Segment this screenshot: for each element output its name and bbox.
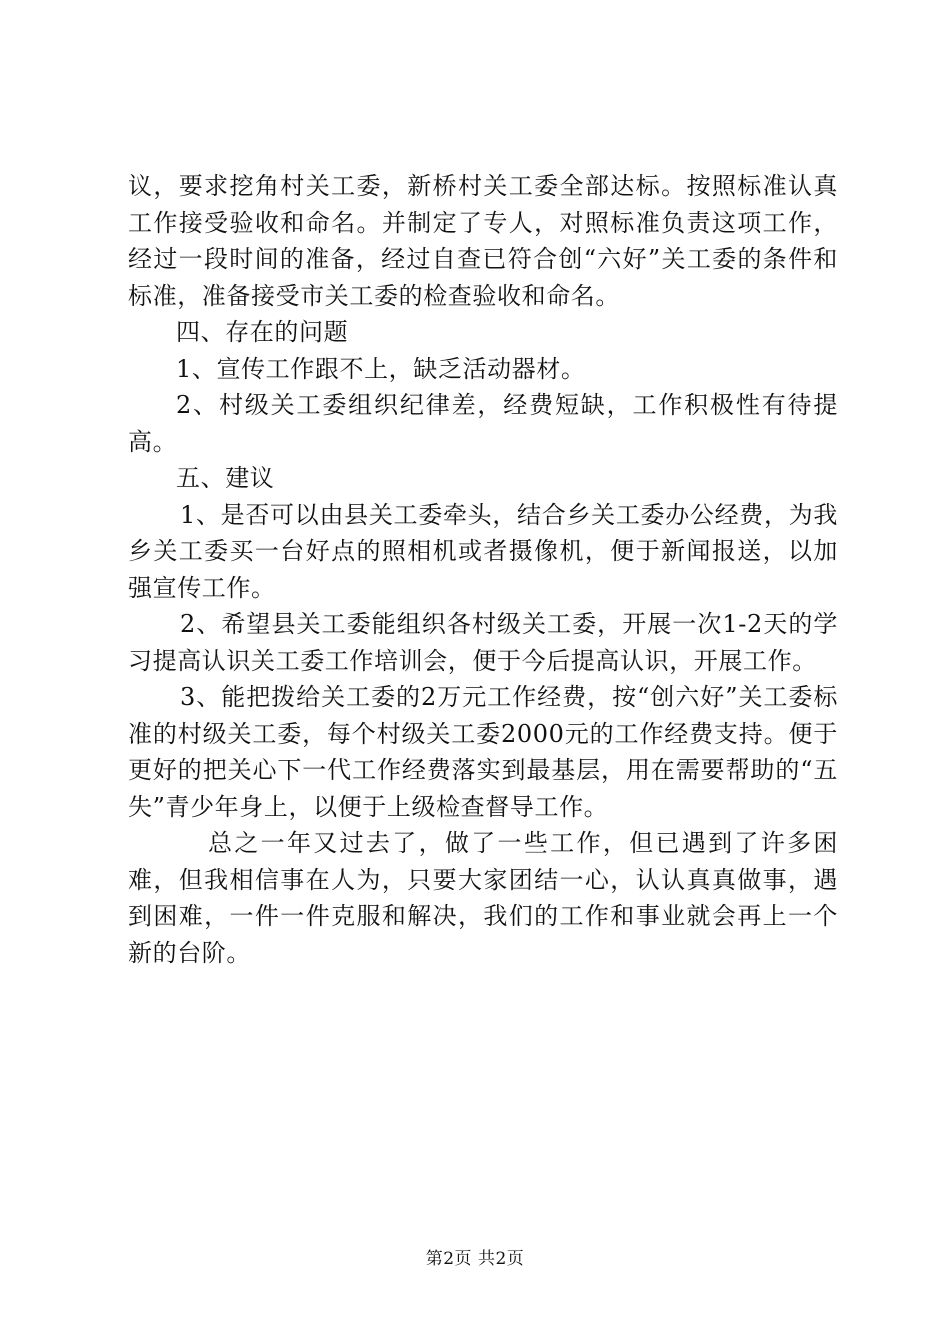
page-footer: 第2页 共2页 [425,1249,525,1269]
suggestion-item-1: 1、是否可以由县关工委牵头，结合乡关工委办公经费，为我乡关工委买一台好点的照相机或者摄像机，便于新闻报送，以加强宣传工作。 [128,500,838,602]
section-heading-problems: 四、存在的问题 [176,318,349,346]
problem-item-2: 2、村级关工委组织纪律差，经费短缺，工作积极性有待提高。 [128,391,838,456]
document-body [128,168,838,971]
problem-item-1: 1、宣传工作跟不上，缺乏活动器材。 [176,354,586,383]
suggestion-item-2: 2、希望县关工委能组织各村级关工委，开展一次1-2天的学习提高认识关工委工作培训会，便于今后提高认识，开展工作。 [128,610,838,675]
paragraph-continuation: 议，要求挖角村关工委，新桥村关工委全部达标。按照标准认真工作接受验收和命名。并制定了专人，对照标准负责这项工作，经过一段时间的准备，经过自查已符合创“六好”关工委的条件和标准，准备接受市关工委的检查验收和命名。 [128,172,838,310]
suggestion-item-3: 3、能把拨给关工委的2万元工作经费，按“创六好”关工委标准的村级关工委，每个村级关工委2000元的工作经费支持。便于更好的把关心下一代工作经费落实到最基层，用在需要帮助的“五失”青少年身上，以便于上级检查督导工作。 [128,683,838,821]
section-heading-suggestions: 五、建议 [176,464,275,492]
closing-paragraph: 总之一年又过去了，做了一些工作，但已遇到了许多困难，但我相信事在人为，只要大家团结一心，认认真真做事，遇到困难，一件一件克服和解决，我们的工作和事业就会再上一个新的台阶。 [128,829,838,967]
